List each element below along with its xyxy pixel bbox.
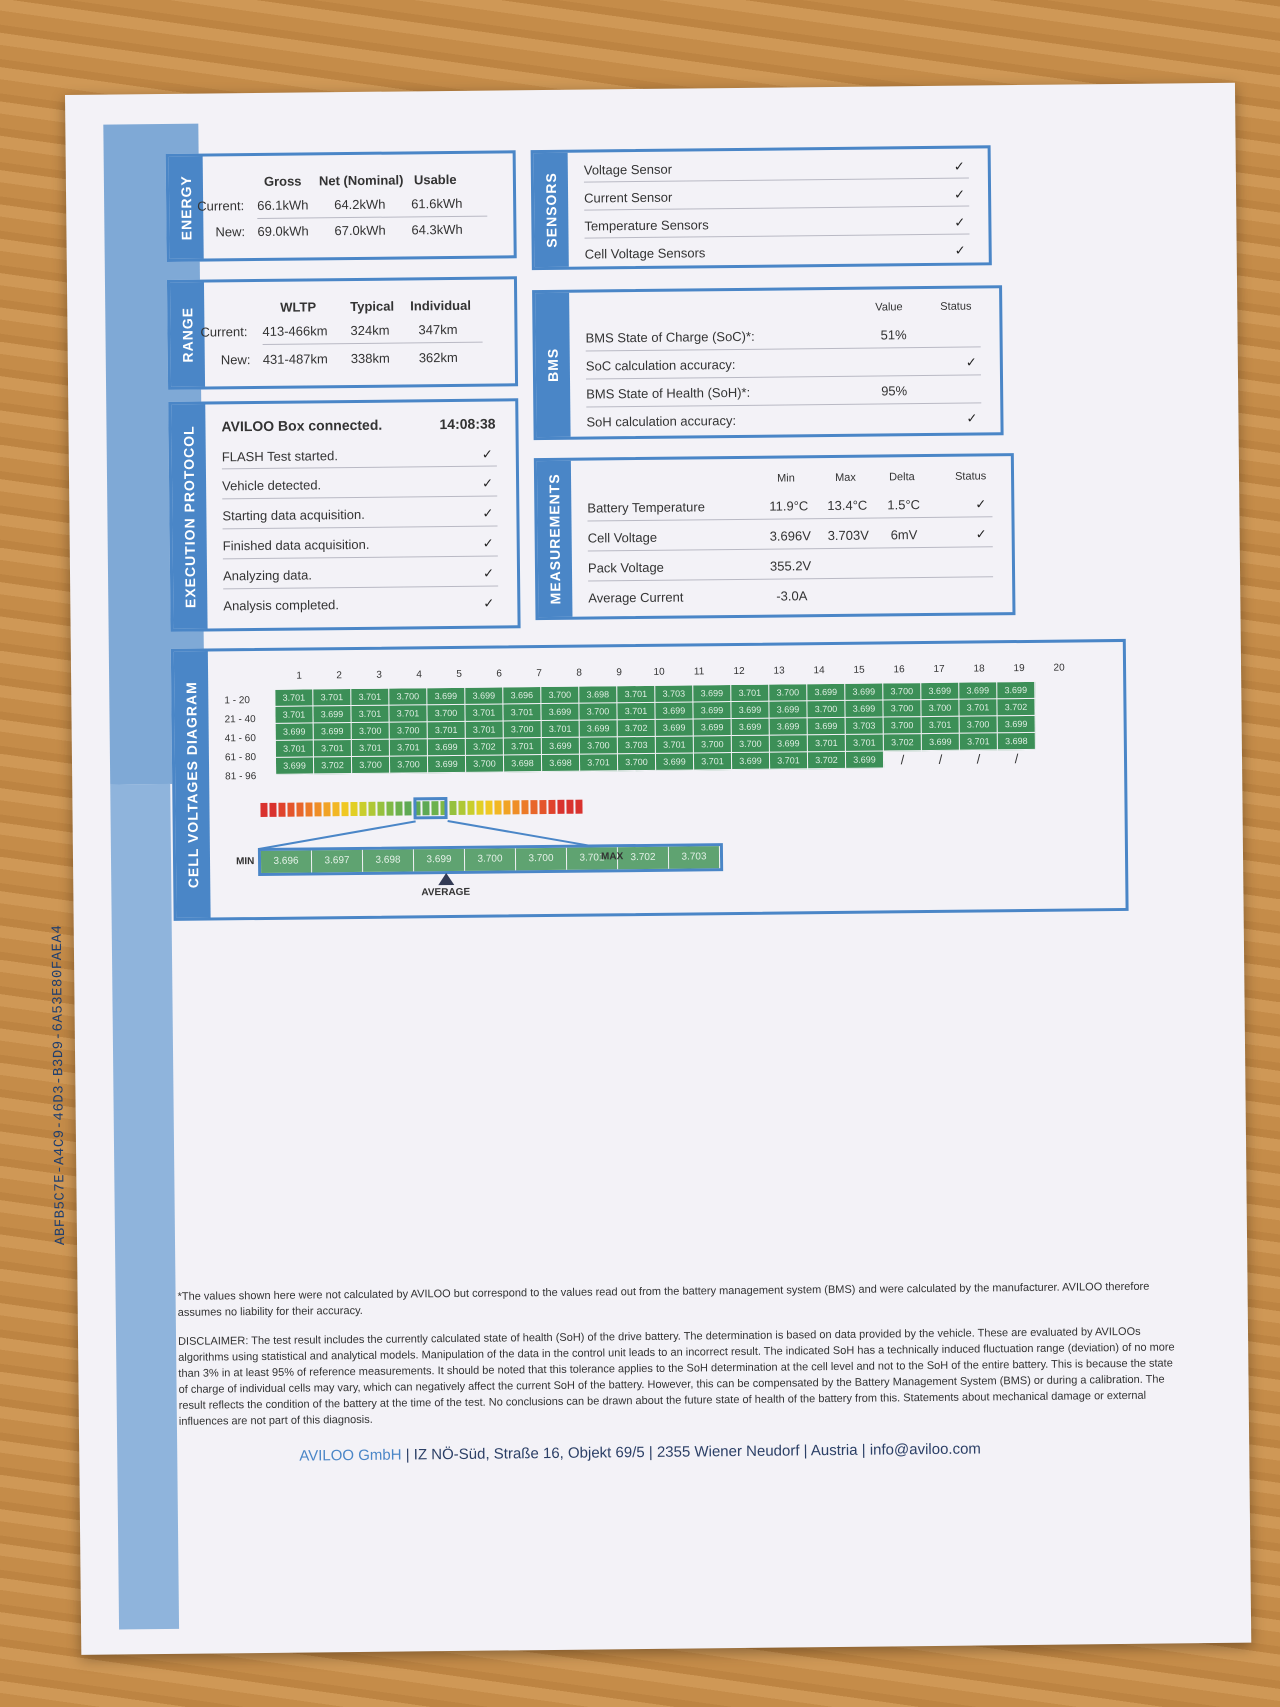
gradient-segment xyxy=(341,802,348,816)
scale-value: 3.696 xyxy=(261,850,312,873)
cell-value: 3.700 xyxy=(807,700,845,717)
cell-value: 3.699 xyxy=(541,703,579,720)
energy-new-usable: 64.3kWh xyxy=(411,221,463,238)
bms-soc-accuracy-label: SoC calculation accuracy: xyxy=(585,356,736,374)
cell-value: 3.699 xyxy=(313,723,351,740)
cell-value: 3.700 xyxy=(883,717,921,734)
energy-panel xyxy=(166,150,517,262)
meas-battery-temp-status: ✓ xyxy=(975,496,987,512)
energy-current-usable: 61.6kWh xyxy=(411,195,463,212)
cell-value: 3.701 xyxy=(845,734,883,751)
cell-value: 3.699 xyxy=(845,751,883,768)
document-id: ABFB5C7E-A4C9-46D3-B3D9-6A53E80FAEA4 xyxy=(49,924,70,1246)
cell-value: 3.701 xyxy=(579,754,617,771)
cell-value: 3.701 xyxy=(275,740,313,757)
scale-value: 3.700 xyxy=(516,848,567,871)
cell-row-label: 61 - 80 xyxy=(224,752,257,764)
scale-value: 3.702 xyxy=(618,847,669,870)
cell-value: 3.699 xyxy=(693,719,731,736)
bms-col-status: Status xyxy=(940,300,972,313)
gradient-segment xyxy=(305,802,312,816)
gradient-segment xyxy=(260,803,267,817)
bms-soc-value: 51% xyxy=(880,327,907,343)
range-new-label: New: xyxy=(220,352,251,368)
cell-value: 3.702 xyxy=(465,738,503,755)
bms-soh-label: BMS State of Health (SoH)*: xyxy=(586,384,751,402)
scale-value: 3.700 xyxy=(465,848,516,871)
cell-value: 3.700 xyxy=(351,722,389,739)
scale-value: 3.697 xyxy=(312,850,363,873)
cell-value: 3.701 xyxy=(389,739,427,756)
gradient-segment xyxy=(296,803,303,817)
cell-value: 3.700 xyxy=(579,703,617,720)
cell-value: 3.699 xyxy=(845,683,883,700)
cell-value: 3.701 xyxy=(275,706,313,723)
cell-value: 3.699 xyxy=(275,723,313,740)
cell-col-header: 1 xyxy=(296,670,302,682)
energy-new-gross: 69.0kWh xyxy=(257,223,309,239)
cell-value: 3.700 xyxy=(389,688,427,705)
bms-soh-accuracy-label: SoH calculation accuracy: xyxy=(586,412,737,430)
scale-value: 3.703 xyxy=(669,846,720,869)
gradient-segment xyxy=(278,803,285,817)
cell-value: 3.699 xyxy=(769,718,807,735)
gradient-segment xyxy=(548,800,555,814)
cell-value: 3.701 xyxy=(503,738,541,755)
range-col-typical: Typical xyxy=(350,298,395,315)
range-current-typical: 324km xyxy=(350,322,390,339)
scale-value: 3.699 xyxy=(414,849,465,872)
energy-col-gross: Gross xyxy=(263,173,302,189)
sensor-voltage: Voltage Sensor xyxy=(583,161,673,178)
cell-value: 3.699 xyxy=(921,682,959,699)
sensors-label: SENSORS xyxy=(534,153,569,267)
cell-col-header: 18 xyxy=(973,663,985,675)
cell-value: 3.701 xyxy=(313,740,351,757)
range-col-wltp: WLTP xyxy=(280,299,317,315)
cell-value: 3.702 xyxy=(883,734,921,751)
meas-battery-temp-label: Battery Temperature xyxy=(587,499,705,516)
cell-col-header: 11 xyxy=(693,666,705,678)
average-label: AVERAGE xyxy=(421,886,471,899)
cell-value: 3.701 xyxy=(617,702,655,719)
sensor-cell-voltage: Cell Voltage Sensors xyxy=(584,245,706,262)
meas-cell-voltage-delta: 6mV xyxy=(890,527,918,543)
cell-value: 3.700 xyxy=(883,683,921,700)
cell-row-label: 1 - 20 xyxy=(224,695,250,707)
cell-row-labels xyxy=(224,691,256,786)
gradient-segment xyxy=(377,802,384,816)
gradient-segment xyxy=(449,801,456,815)
cell-value: 3.700 xyxy=(503,721,541,738)
bms-label: BMS xyxy=(535,293,571,437)
cell-col-header: 9 xyxy=(616,667,622,679)
cell-value: 3.699 xyxy=(427,738,465,755)
cell-value: 3.701 xyxy=(351,739,389,756)
cell-value: 3.699 xyxy=(579,720,617,737)
cell-value: 3.700 xyxy=(541,686,579,703)
cell-value: 3.701 xyxy=(465,721,503,738)
range-panel xyxy=(167,276,518,390)
min-max-scale xyxy=(258,843,723,876)
cell-row-label: 21 - 40 xyxy=(224,714,256,726)
bms-col-value: Value xyxy=(875,301,903,314)
scale-value: 3.698 xyxy=(363,849,414,872)
cell-value: 3.703 xyxy=(845,717,883,734)
cell-value: 3.701 xyxy=(351,688,389,705)
cell-col-header: 10 xyxy=(653,666,665,678)
cell-value: 3.698 xyxy=(541,754,579,771)
cell-value: 3.698 xyxy=(503,755,541,772)
cell-value: 3.701 xyxy=(655,736,693,753)
range-new-wltp: 431-487km xyxy=(262,351,328,367)
cell-value: 3.702 xyxy=(617,719,655,736)
gradient-segment xyxy=(458,801,465,815)
cell-value: 3.701 xyxy=(427,721,465,738)
gradient-segment xyxy=(485,801,492,815)
meas-cell-voltage-min: 3.696V xyxy=(769,528,811,544)
execution-protocol-panel xyxy=(168,398,520,632)
energy-current-gross: 66.1kWh xyxy=(257,197,309,213)
cell-value: 3.699 xyxy=(313,706,351,723)
protocol-step-3-check: ✓ xyxy=(482,505,494,521)
meas-col-delta: Delta xyxy=(888,471,915,484)
cell-value: 3.701 xyxy=(465,704,503,721)
execution-protocol-label: EXECUTION PROTOCOL xyxy=(171,405,207,629)
sensor-voltage-check: ✓ xyxy=(953,158,965,174)
cell-value: / xyxy=(921,750,959,767)
protocol-step-6-check: ✓ xyxy=(483,595,495,611)
cell-col-header: 8 xyxy=(576,667,582,679)
meas-col-min: Min xyxy=(776,472,795,485)
scale-min-label: MIN xyxy=(235,856,255,868)
cell-value: 3.699 xyxy=(769,735,807,752)
cell-value: 3.703 xyxy=(617,736,655,753)
cell-value: 3.702 xyxy=(313,757,351,774)
gradient-segment xyxy=(368,802,375,816)
cell-voltages-label: CELL VOLTAGES DIAGRAM xyxy=(174,652,211,918)
cell-col-header: 16 xyxy=(893,664,905,676)
sensor-cell-voltage-check: ✓ xyxy=(954,242,966,258)
cell-value: 3.701 xyxy=(731,684,769,701)
cell-value: 3.699 xyxy=(427,755,465,772)
protocol-step-2: Vehicle detected. xyxy=(222,477,322,494)
gradient-segment xyxy=(503,800,510,814)
range-current-wltp: 413-466km xyxy=(262,323,328,339)
gradient-segment xyxy=(269,803,276,817)
protocol-step-5: Analyzing data. xyxy=(222,567,313,584)
meas-battery-temp-min: 11.9°C xyxy=(769,498,809,514)
meas-cell-voltage-max: 3.703V xyxy=(827,527,869,544)
cell-value: 3.699 xyxy=(807,683,845,700)
cell-value: 3.701 xyxy=(541,720,579,737)
cell-value: 3.700 xyxy=(921,699,959,716)
gradient-highlight xyxy=(413,797,447,819)
gradient-segment xyxy=(575,800,582,814)
energy-current-net: 64.2kWh xyxy=(334,196,386,213)
gradient-segment xyxy=(287,803,294,817)
cell-value: 3.700 xyxy=(579,737,617,754)
meas-cell-voltage-status: ✓ xyxy=(975,526,987,542)
cell-col-header: 5 xyxy=(456,668,462,680)
cell-value: 3.701 xyxy=(351,705,389,722)
cell-value: 3.698 xyxy=(579,686,617,703)
gradient-segment xyxy=(512,800,519,814)
gradient-segment xyxy=(476,801,483,815)
cell-value: 3.699 xyxy=(731,701,769,718)
footnote: *The values shown here were not calculated by AVILOO but correspond to the values read out from the battery management system (BMS) and were calculated by the manufacturer. AVILOO therefore assumes no liability for their accuracy. xyxy=(177,1280,1150,1319)
gradient-segment xyxy=(314,802,321,816)
gradient-segment xyxy=(539,800,546,814)
cell-col-header: 4 xyxy=(416,669,422,681)
report-sheet xyxy=(49,83,1251,1655)
cell-col-header: 3 xyxy=(376,669,382,681)
range-new-typical: 338km xyxy=(350,350,390,367)
company-footer xyxy=(299,1440,981,1464)
gradient-segment xyxy=(359,802,366,816)
cell-value: 3.702 xyxy=(997,698,1035,715)
cell-value: 3.700 xyxy=(731,735,769,752)
cell-value: 3.701 xyxy=(617,685,655,702)
cell-value: 3.699 xyxy=(655,719,693,736)
cell-voltages-panel xyxy=(171,639,1129,921)
scale-value: 3.701 xyxy=(567,847,618,870)
cell-value: 3.700 xyxy=(617,753,655,770)
cell-value: / xyxy=(883,751,921,768)
cell-value: 3.700 xyxy=(427,704,465,721)
sensor-current-check: ✓ xyxy=(954,186,966,202)
cell-value: 3.701 xyxy=(959,733,997,750)
gradient-segment xyxy=(404,801,411,815)
cell-col-header: 15 xyxy=(853,664,865,676)
cell-value: 3.699 xyxy=(693,702,731,719)
range-col-individual: Individual xyxy=(410,297,471,314)
protocol-step-4-check: ✓ xyxy=(482,535,494,551)
cell-value: 3.699 xyxy=(693,685,731,702)
protocol-header: AVILOO Box connected. xyxy=(221,416,383,435)
gradient-segment xyxy=(566,800,573,814)
range-current-label: Current: xyxy=(200,324,248,340)
gradient-segment xyxy=(467,801,474,815)
cell-value: 3.701 xyxy=(807,734,845,751)
cell-value: 3.699 xyxy=(275,757,313,774)
cell-value: 3.701 xyxy=(313,689,351,706)
energy-col-usable: Usable xyxy=(413,171,457,188)
decorative-stripe-bottom xyxy=(110,784,179,1630)
energy-new-net: 67.0kWh xyxy=(334,222,386,239)
cell-value: 3.700 xyxy=(351,756,389,773)
protocol-step-6: Analysis completed. xyxy=(223,597,340,614)
cell-value: 3.699 xyxy=(997,715,1035,732)
gradient-segment xyxy=(395,802,402,816)
cell-col-header: 13 xyxy=(773,665,785,677)
cell-voltage-table xyxy=(274,681,1036,775)
sensor-temperature-check: ✓ xyxy=(954,214,966,230)
cell-col-header: 20 xyxy=(1053,662,1065,674)
range-label: RANGE xyxy=(170,283,205,387)
cell-col-header: 14 xyxy=(813,665,825,677)
protocol-step-1: FLASH Test started. xyxy=(221,448,338,465)
cell-col-header: 12 xyxy=(733,665,745,678)
protocol-step-1-check: ✓ xyxy=(481,446,493,462)
gradient-segment xyxy=(521,800,528,814)
cell-value: 3.699 xyxy=(997,681,1035,698)
cell-value: 3.699 xyxy=(959,682,997,699)
bms-soc-accuracy-check: ✓ xyxy=(965,354,977,370)
bms-soh-value: 95% xyxy=(881,383,908,399)
cell-value: 3.700 xyxy=(465,755,503,772)
protocol-step-5-check: ✓ xyxy=(482,565,495,581)
gradient-segment xyxy=(350,802,357,816)
energy-current-label: Current: xyxy=(197,198,245,214)
measurements-label: MEASUREMENTS xyxy=(537,461,573,617)
meas-battery-temp-delta: 1.5°C xyxy=(887,497,921,513)
cell-value: 3.699 xyxy=(427,687,465,704)
gradient-segment xyxy=(386,802,393,816)
cell-value: 3.701 xyxy=(503,704,541,721)
sensors-panel xyxy=(531,145,992,270)
cell-col-header: 17 xyxy=(933,663,945,675)
cell-value: 3.703 xyxy=(655,685,693,702)
cell-value: 3.700 xyxy=(389,756,427,773)
cell-value: 3.699 xyxy=(731,718,769,735)
company-name: AVILOO GmbH xyxy=(299,1446,402,1465)
meas-battery-temp-max: 13.4°C xyxy=(827,497,868,514)
gradient-segment xyxy=(557,800,564,814)
sensor-current: Current Sensor xyxy=(584,189,673,206)
cell-value: 3.698 xyxy=(997,732,1035,749)
cell-col-header: 6 xyxy=(496,668,502,680)
cell-value: / xyxy=(997,749,1035,766)
meas-cell-voltage-label: Cell Voltage xyxy=(587,529,658,546)
cell-col-header: 19 xyxy=(1013,662,1025,675)
measurements-panel xyxy=(534,453,1016,620)
range-current-individual: 347km xyxy=(418,321,458,338)
cell-value: 3.699 xyxy=(769,701,807,718)
protocol-step-2-check: ✓ xyxy=(482,475,494,491)
gradient-segment xyxy=(332,802,339,816)
cell-value: 3.699 xyxy=(731,752,769,769)
meas-col-max: Max xyxy=(834,471,856,484)
gradient-segment xyxy=(323,802,330,816)
average-marker-icon xyxy=(438,873,454,885)
company-address: | IZ NÖ-Süd, Straße 16, Objekt 69/5 | 2355 Wiener Neudorf | Austria | info@aviloo.com xyxy=(401,1440,981,1464)
cell-col-header: 2 xyxy=(336,670,342,682)
protocol-step-3: Starting data acquisition. xyxy=(222,506,365,524)
cell-column-headers xyxy=(279,662,1079,681)
cell-value: 3.701 xyxy=(921,716,959,733)
cell-value: 3.701 xyxy=(769,752,807,769)
cell-value: 3.701 xyxy=(389,705,427,722)
cell-value: 3.702 xyxy=(807,751,845,768)
cell-value: 3.700 xyxy=(883,700,921,717)
meas-avg-current-min: -3.0A xyxy=(776,588,808,604)
meas-pack-voltage-min: 355.2V xyxy=(769,558,812,574)
cell-value: 3.701 xyxy=(275,689,313,706)
meas-pack-voltage-label: Pack Voltage xyxy=(587,559,664,576)
cell-value: 3.701 xyxy=(959,699,997,716)
cell-value: 3.700 xyxy=(389,722,427,739)
disclaimer: DISCLAIMER: The test result includes the currently calculated state of health (SoH) of the drive battery. The determination is based on data provided by the vehicle. These are evaluated by AVILOOs algorithms using statistical and analytical models. Manipulation of the data in the control unit leads to an incorrect result. The indicated SoH has a technically induced fluctuation range (deviation) of no more than 3% in at least 95% of reference measurements. It should be noted that this tolerance applies to the SoH determination at the cell level and not to the SoH of the entire battery. This is because the state of charge of individual cells may vary, which can negatively affect the current SoH of the battery. However, this can be compensated by the Battery Management System (BMS) or during a calibration. The result reflects the condition of the battery at the time of the test. No conclusions can be drawn about the future state of health of the battery from this. Statements about mechanical damage or external influences are not part of this diagnosis. xyxy=(178,1325,1175,1428)
cell-row-label: 81 - 96 xyxy=(225,771,257,783)
bms-soh-accuracy-check: ✓ xyxy=(966,410,978,426)
protocol-step-4: Finished data acquisition. xyxy=(222,536,370,554)
energy-label: ENERGY xyxy=(169,157,204,259)
cell-value: 3.699 xyxy=(655,753,693,770)
cell-value: 3.699 xyxy=(921,733,959,750)
protocol-time: 14:08:38 xyxy=(439,415,496,433)
cell-value: 3.699 xyxy=(465,687,503,704)
cell-value: 3.700 xyxy=(959,716,997,733)
gradient-segment xyxy=(494,800,501,814)
cell-value: 3.699 xyxy=(807,717,845,734)
energy-col-net: Net (Nominal) xyxy=(318,172,404,189)
bms-panel xyxy=(532,285,1004,440)
cell-col-header: 7 xyxy=(536,668,542,680)
meas-avg-current-label: Average Current xyxy=(588,589,684,606)
sensor-temperature: Temperature Sensors xyxy=(584,217,709,234)
energy-new-label: New: xyxy=(215,224,246,240)
cell-value: 3.700 xyxy=(693,736,731,753)
gradient-segment xyxy=(530,800,537,814)
cell-value: 3.699 xyxy=(541,737,579,754)
cell-value: 3.700 xyxy=(769,684,807,701)
range-new-individual: 362km xyxy=(418,349,458,366)
cell-value: 3.699 xyxy=(845,700,883,717)
cell-value: 3.696 xyxy=(503,687,541,704)
meas-col-status: Status xyxy=(954,470,987,483)
cell-row-label: 41 - 60 xyxy=(224,733,256,745)
cell-value: 3.701 xyxy=(693,753,731,770)
bms-soc-label: BMS State of Charge (SoC)*: xyxy=(585,328,755,346)
cell-value: / xyxy=(959,750,997,767)
scale-max-label: MAX xyxy=(600,851,624,863)
cell-value: 3.699 xyxy=(655,702,693,719)
